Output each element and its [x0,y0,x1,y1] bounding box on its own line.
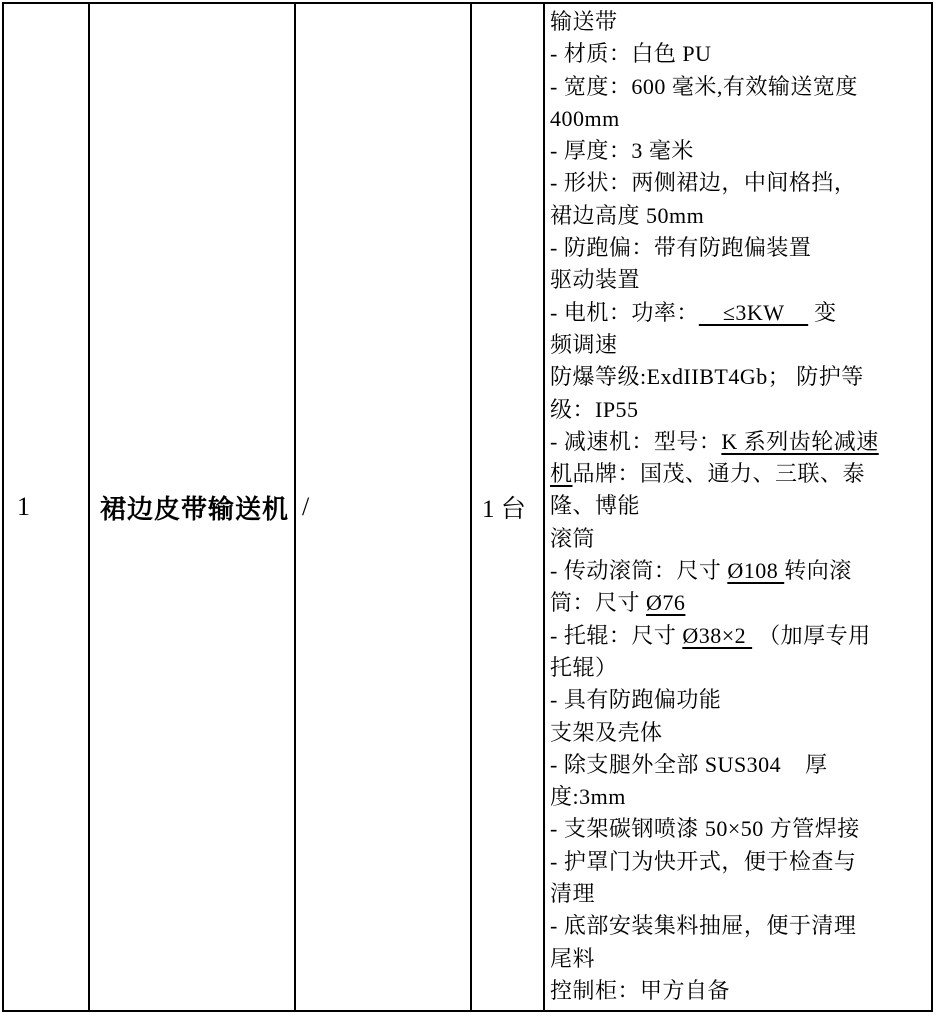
spec-text: 度:3mm [550,784,626,810]
spec-line [550,297,927,329]
spec-text: 裙边高度 50mm [550,202,705,228]
spec-text: 驱动装置 [550,267,641,293]
spec-text: （加厚专用 [752,622,871,648]
spec-line [550,426,927,458]
spec-text: 控制柜：甲方自备 [550,977,731,1003]
spec-line [550,200,927,232]
spec-line [550,717,927,749]
model-cell [296,4,472,1010]
quantity-value: 1 台 [482,496,526,523]
spec-text: 转向滚 [784,558,852,584]
spec-text: 变 [808,299,837,325]
spec-text: - 底部安装集料抽屉，便于清理 [550,913,857,939]
spec-line [550,684,927,716]
spec-line [550,264,927,296]
spec-line [550,394,927,426]
row-index: 1 [17,492,30,521]
spec-text: 400mm [550,105,620,131]
spec-text: - 传动滚筒：尺寸 [550,558,728,584]
spec-line [550,781,927,813]
item-name: 裙边皮带输送机 [100,494,290,524]
model-value: / [302,492,310,521]
spec-text: - 减速机：型号： [550,428,722,454]
spec-line [550,652,927,684]
spec-text: - 具有防跑偏功能 [550,687,722,713]
spec-text: 品牌：国茂、通力、三联、泰 [572,461,866,487]
spec-line [550,943,927,975]
spec-text: 支架及壳体 [550,719,663,745]
spec-line [550,749,927,781]
spec-text: - 宽度：600 毫米,有效输送宽度 [550,73,858,99]
spec-underlined-value: Ø38×2 [682,622,753,648]
spec-text: - 材质：白色 PU [550,41,712,67]
spec-text: 防爆等级:ExdIIBT4Gb； 防护等 [550,364,864,390]
spec-line [550,38,927,70]
spec-line [550,555,927,587]
spec-underlined-value: ≤3KW [698,299,809,325]
spec-text: 输送带 [550,9,618,34]
spec-text: - 电机：功率： [550,299,699,325]
spec-text: 清理 [550,881,596,907]
spec-line [550,232,927,264]
spec-text: - 支架碳钢喷漆 50×50 方管焊接 [550,816,860,842]
spec-underlined-value: Ø108 [727,558,785,584]
spec-text: - 防跑偏：带有防跑偏装置 [550,235,812,261]
spec-line [550,167,927,199]
spec-text: 托辊） [550,654,618,680]
spec-line [550,878,927,910]
spec-line [550,361,927,393]
spec-text: - 除支腿外全部 SUS304 厚 [550,751,828,777]
spec-underlined-value: K 系列齿轮减速 [721,428,879,454]
spec-text: - 厚度：3 毫米 [550,138,694,164]
spec-text: 筒：尺寸 [550,590,647,616]
spec-line [550,975,927,1007]
spec-text: 隆、博能 [550,493,641,519]
spec-line [550,6,927,38]
row-index-cell [4,4,90,1010]
spec-line [550,910,927,942]
spec-line [550,103,927,135]
spec-line [550,490,927,522]
spec-text: 频调速 [550,331,618,357]
spec-text: 级：IP55 [550,396,639,422]
item-name-cell [90,4,296,1010]
spec-text: - 形状：两侧裙边，中间格挡， [550,170,857,196]
spec-underlined-value: Ø76 [646,590,686,616]
spec-line [550,813,927,845]
spec-line [550,135,927,167]
spec-line [550,523,927,555]
spec-text: 尾料 [550,945,596,971]
spec-line [550,587,927,619]
spec-text: - 托辊：尺寸 [550,622,683,648]
spec-line [550,846,927,878]
spec-underlined-value: 机 [550,461,573,487]
spec-line [550,71,927,103]
quantity-cell [472,4,545,1010]
spec-line [550,620,927,652]
spec-line [550,458,927,490]
spec-line [550,329,927,361]
spec-text: 滚筒 [550,525,596,551]
equipment-spec-table-row [2,2,933,1012]
specifications-cell [545,4,931,1010]
spec-text: - 护罩门为快开式，便于检查与 [550,848,857,874]
